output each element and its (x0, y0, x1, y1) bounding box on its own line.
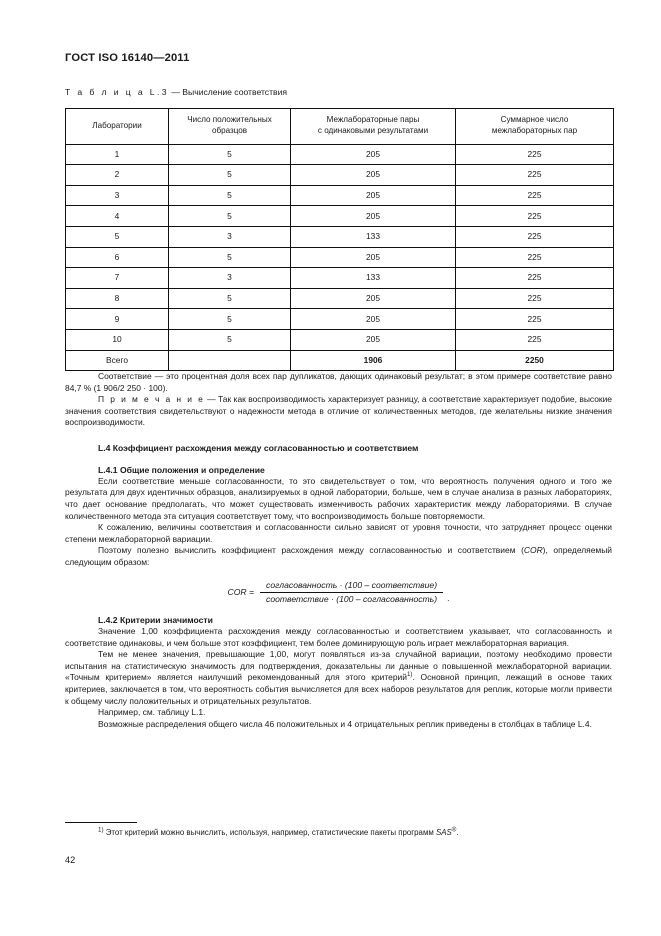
column-header-positive-samples (169, 108, 291, 144)
cell-total-positive-samples (169, 350, 291, 371)
cell-positive-samples: 5 (169, 206, 291, 227)
cell-laboratory: 5 (66, 227, 169, 248)
cell-positive-samples: 3 (169, 268, 291, 289)
column-header-laboratories (66, 108, 169, 144)
formula-expression (228, 580, 450, 604)
cell-total-pairs: 225 (456, 329, 614, 350)
formula-denominator: соответствие · (100 – согласованность) (266, 594, 438, 605)
cor-intro-part-b: ), определяемый следующим образом: (65, 545, 612, 567)
running-head: ГОСТ ISO 16140—2011 (65, 52, 190, 64)
cell-total-pairs: 225 (456, 185, 614, 206)
cell-laboratory: 10 (66, 329, 169, 350)
cell-positive-samples: 5 (169, 165, 291, 186)
cell-positive-samples: 3 (169, 227, 291, 248)
cell-total-pairs: 225 (456, 206, 614, 227)
footnote-area (65, 822, 613, 839)
exact-test-part-b: . Основной принцип, лежащий в основе таких критериев, заключается в том, что вероятность события вычисляется для всех наборов результатов для реплик, которые могли привести к общему числу положительных и отрицательных результатов. (65, 672, 612, 706)
cell-pairs-same: 133 (291, 268, 456, 289)
paragraph-l42-example: Например, см. таблицу L.1. (98, 707, 206, 718)
cell-pairs-same: 205 (291, 288, 456, 309)
note-label: П р и м е ч а н и е (98, 394, 205, 405)
cell-positive-samples: 5 (169, 288, 291, 309)
cell-positive-samples: 5 (169, 185, 291, 206)
table-body (66, 144, 614, 371)
table-row (66, 268, 614, 289)
table-row (66, 309, 614, 330)
cell-laboratory: 7 (66, 268, 169, 289)
table-caption-text: — Вычисление соответствия (168, 87, 288, 98)
table-row (66, 227, 614, 248)
heading-l41: L.4.1 Общие положения и определение (98, 464, 265, 475)
cell-pairs-same: 205 (291, 329, 456, 350)
formula-fraction (260, 580, 443, 604)
cell-laboratory: 1 (66, 144, 169, 165)
table-caption (65, 87, 612, 97)
footnote-body-b: . (456, 828, 459, 837)
column-header-interlab-pairs-same (291, 108, 456, 144)
note-block (65, 394, 612, 429)
cell-positive-samples: 5 (169, 309, 291, 330)
page-number: 42 (65, 855, 76, 865)
paragraph-l42-significance: Значение 1,00 коэффициента расхождения между согласованностью и соответствием указывает, что согласованность и соответствие одинаковы, и чем больше этот коэффициент, тем более доминирующую роль играет межлабораторная вариация. (65, 626, 612, 648)
cell-total-pairs-same: 1906 (291, 350, 456, 371)
header-line: межлабораторных пар (491, 126, 578, 136)
cell-laboratory: 9 (66, 309, 169, 330)
cell-total-total-pairs: 2250 (456, 350, 614, 371)
table-row (66, 206, 614, 227)
cell-positive-samples: 5 (169, 247, 291, 268)
formula-numerator: согласованность · (100 – соответствие) (260, 580, 443, 593)
table-row (66, 247, 614, 268)
table-row (66, 288, 614, 309)
cell-pairs-same: 205 (291, 165, 456, 186)
cell-total-pairs: 225 (456, 227, 614, 248)
header-line: Число положительных (187, 115, 272, 125)
cell-positive-samples: 5 (169, 329, 291, 350)
footnote-separator-rule (65, 822, 137, 823)
footnote-marker: 1) (98, 826, 104, 834)
cell-total-pairs: 225 (456, 165, 614, 186)
formula-left-hand-side: COR = (227, 587, 255, 598)
table-header-row (66, 108, 614, 144)
table-row (66, 144, 614, 165)
footnote-software-name: SAS (435, 828, 452, 837)
footnote-text (65, 828, 613, 839)
cell-laboratory: 2 (66, 165, 169, 186)
cell-laboratory: 8 (66, 288, 169, 309)
formula-trailing-punctuation: . (447, 593, 450, 604)
table-caption-label: Т а б л и ц а L.3 (65, 87, 169, 98)
table-row (66, 165, 614, 186)
table-total-row (66, 350, 614, 371)
cor-intro-part-a: Поэтому полезно вычислить коэффициент расхождения между согласованностью и соответствием ( (98, 545, 524, 556)
header-line: Суммарное число (500, 115, 569, 125)
paragraph-compliance-definition: Соответствие — это процентная доля всех пар дупликатов, дающих одинаковый результат; в этом примере соответствие равно 84,7 % (1 906/2 250 · 100). (65, 371, 612, 393)
cell-total-pairs: 225 (456, 144, 614, 165)
exact-test-part-a: Тем не менее значения, превышающие 1,00, могут появляться из-за случайной вариации, поэтому необходимо провести испытания на статистическую значимость для подтверждения, доказательны ли данные о повышенной межлабораторной вариации. «Точным критерием» является наилучший рекомендованный для этого критерий (65, 649, 612, 683)
header-line: Межлабораторные пары (326, 115, 420, 125)
column-header-total-interlab-pairs (456, 108, 614, 144)
header-line: Лаборатории (92, 120, 142, 130)
header-line: с одинаковыми результатами (317, 126, 429, 136)
cell-pairs-same: 205 (291, 247, 456, 268)
registered-trademark-icon: ® (451, 826, 457, 834)
formula-cor (65, 580, 612, 604)
cell-pairs-same: 205 (291, 185, 456, 206)
cell-total-label: Всего (66, 350, 169, 371)
header-line: образцов (211, 126, 248, 136)
note-body: — Так как воспроизводимость характеризует разницу, а соответствие характеризует подобие, высокие значения соответствия свидетельствуют о надежности метода в отличие от количественных методов, где желательны низкие значения воспроизводимости. (65, 394, 612, 428)
cell-pairs-same: 205 (291, 309, 456, 330)
paragraph-l41-cor-intro (65, 545, 612, 568)
table-head (66, 108, 614, 144)
cell-positive-samples: 5 (169, 144, 291, 165)
cell-total-pairs: 225 (456, 309, 614, 330)
cell-pairs-same: 205 (291, 206, 456, 227)
heading-l42: L.4.2 Критерии значимости (98, 615, 213, 626)
cell-total-pairs: 225 (456, 268, 614, 289)
compliance-table (65, 108, 614, 372)
cell-total-pairs: 225 (456, 288, 614, 309)
cell-total-pairs: 225 (456, 247, 614, 268)
cell-laboratory: 4 (66, 206, 169, 227)
cor-abbreviation: COR (523, 545, 543, 556)
heading-l4: L.4 Коэффициент расхождения между согласованностью и соответствием (98, 442, 419, 453)
paragraph-l41-general: Если соответствие меньше согласованности, то это свидетельствует о том, что вероятность получения одного и того же результата для двух идентичных образцов, анализируемых в одной лаборатории, больше, чем в случае анализа в разных лабораториях, что дает основание предполагать, что может существовать изменчивость рабочих характеристик между лабораториями. В случае количественного метода эта ситуация соответствует тому, что воспроизводимость больше повторяемости. (65, 475, 612, 521)
footnote-body-a: Этот критерий можно вычислить, используя, например, статистические пакеты программ (103, 828, 436, 837)
cell-pairs-same: 205 (291, 144, 456, 165)
cell-laboratory: 3 (66, 185, 169, 206)
paragraph-l42-distributions: Возможные распределения общего числа 46 положительных и 4 отрицательных реплик приведены в столбцах в таблице L.4. (98, 718, 592, 729)
paragraph-l42-exact-test (65, 649, 612, 707)
paragraph-l41-accuracy: К сожалению, величины соответствия и согласованности сильно зависят от уровня точности, что затрудняет процесс оценки степени межлабораторной вариации. (65, 522, 612, 544)
table-row (66, 185, 614, 206)
footnote-reference-marker[interactable]: 1) (406, 671, 413, 679)
cell-laboratory: 6 (66, 247, 169, 268)
table-row (66, 329, 614, 350)
cell-pairs-same: 133 (291, 227, 456, 248)
